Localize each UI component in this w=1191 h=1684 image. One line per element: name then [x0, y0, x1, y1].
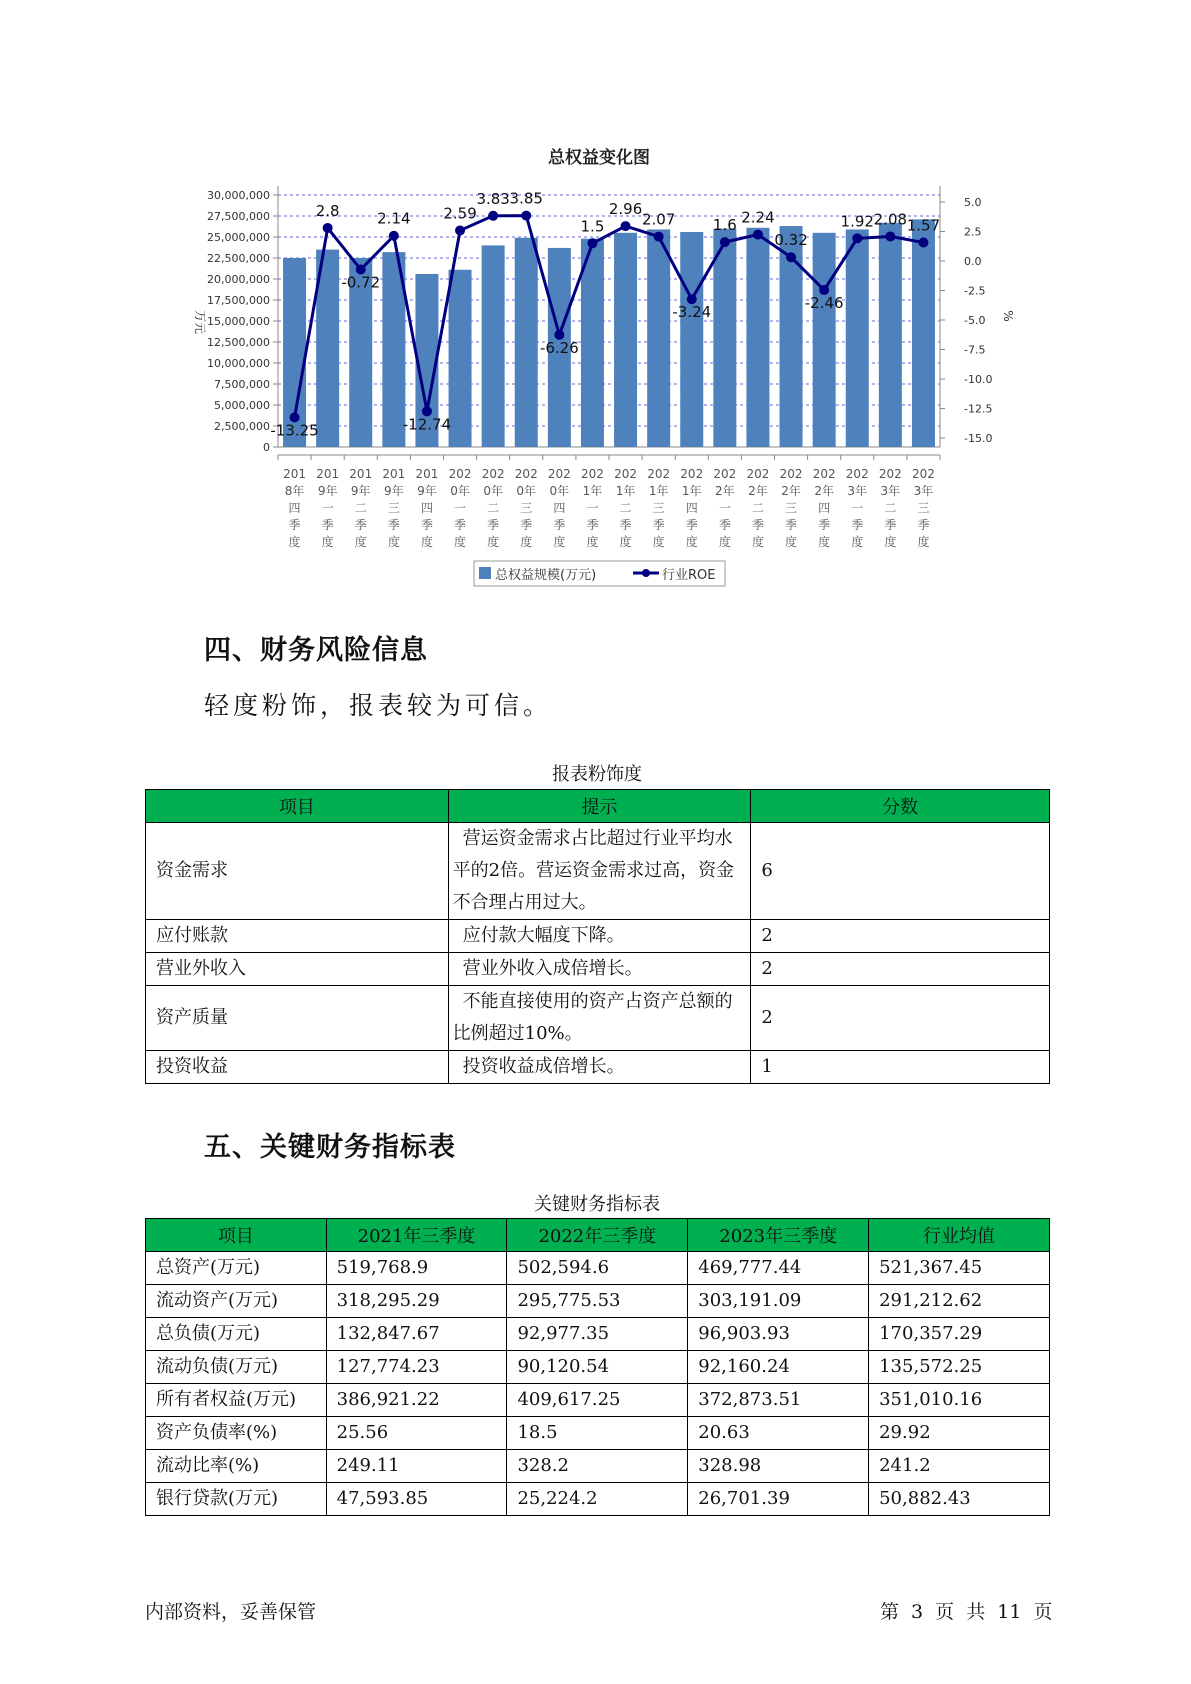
x-tick-label-line: 度 [354, 535, 367, 549]
x-tick-label [382, 467, 405, 549]
x-tick-label-line: 2年 [781, 484, 801, 498]
legend-line-marker [642, 569, 650, 577]
section4-heading: 四、财务风险信息 [204, 635, 428, 666]
x-tick-label-line: 1年 [582, 484, 603, 498]
x-tick-label-line: 四 [685, 501, 698, 515]
roe-point [621, 221, 631, 231]
right-tick-label: -7.5 [964, 343, 986, 357]
x-tick-label-line: 度 [420, 535, 433, 549]
equity-bar [449, 270, 472, 447]
left-tick-label: 12,500,000 [207, 336, 270, 349]
x-tick-label-line: 季 [420, 518, 433, 532]
equity-bar [879, 223, 902, 447]
table-cell: 25,224.2 [507, 1483, 688, 1516]
x-tick-label [482, 467, 505, 549]
roe-point [852, 233, 862, 243]
roe-data-label: 2.8 [315, 201, 340, 220]
x-tick-label-line: 201 [349, 467, 373, 481]
roe-data-label: 1.6 [712, 216, 737, 235]
equity-bar [813, 233, 836, 447]
table-row [146, 1351, 1050, 1384]
x-tick-label-line: 201 [415, 467, 439, 481]
x-tick-label-line: 季 [851, 518, 864, 532]
hint-cell: 应付款大幅度下降。 [448, 920, 751, 953]
x-tick-label-line: 度 [553, 535, 566, 549]
x-tick-label-line: 季 [454, 518, 467, 532]
right-tick-label: 5.0 [964, 196, 982, 209]
x-tick-label-line: 季 [917, 518, 930, 532]
x-tick-label-line: 季 [354, 518, 367, 532]
roe-data-label: 3.85 [509, 189, 543, 208]
x-tick-label-line: 202 [713, 467, 737, 481]
table-cell: 502,594.6 [507, 1252, 688, 1285]
x-tick-label-line: 季 [487, 518, 500, 532]
table-cell: 银行贷款(万元) [146, 1483, 327, 1516]
x-tick-label [283, 467, 306, 549]
roe-data-label: 1.5 [580, 217, 605, 236]
x-tick-label-line: 1年 [648, 484, 669, 498]
left-tick-label: 0 [263, 441, 270, 454]
x-tick-label-line: 0年 [450, 484, 470, 498]
hint-cell: 营业外收入成倍增长。 [448, 953, 751, 986]
x-tick-label-line: 9年 [317, 484, 338, 498]
table-cell: 303,191.09 [688, 1285, 869, 1318]
roe-point [720, 237, 730, 247]
x-tick-label-line: 度 [652, 535, 665, 549]
x-tick-label-line: 度 [321, 535, 334, 549]
left-tick-label: 17,500,000 [207, 294, 270, 307]
table-cell: 18.5 [507, 1417, 688, 1450]
x-tick-label-line: 201 [283, 467, 307, 481]
equity-bar [647, 229, 670, 447]
table-row [146, 920, 1050, 953]
roe-point [753, 230, 763, 240]
table-cell: 92,160.24 [688, 1351, 869, 1384]
x-tick-label [548, 467, 571, 549]
roe-point [885, 231, 895, 241]
x-tick-label-line: 三 [652, 501, 665, 515]
roe-point [389, 231, 399, 241]
table-cell: 351,010.16 [869, 1384, 1050, 1417]
roe-data-label: 2.08 [873, 210, 908, 229]
x-tick-label-line: 202 [812, 467, 836, 481]
table-cell: 29.92 [869, 1417, 1050, 1450]
x-tick-label-line: 度 [619, 535, 632, 549]
x-tick-label-line: 202 [580, 467, 604, 481]
x-tick-label-line: 四 [818, 501, 831, 515]
table-cell: 521,367.45 [869, 1252, 1050, 1285]
x-tick-label-line: 度 [454, 535, 467, 549]
table-cell: 241.2 [869, 1450, 1050, 1483]
x-tick-label [713, 467, 736, 549]
x-tick-label-line: 季 [751, 518, 764, 532]
left-tick-label: 2,500,000 [214, 420, 270, 433]
section5-heading: 五、关键财务指标表 [204, 1132, 456, 1163]
risk-summary: 轻度粉饰，报表较为可信。 [204, 691, 553, 720]
equity-bar [614, 233, 637, 447]
x-axis-labels [283, 467, 935, 549]
column-header: 2022年三季度 [507, 1219, 688, 1252]
x-tick-label-line: 季 [619, 518, 632, 532]
table-cell: 170,357.29 [869, 1318, 1050, 1351]
roe-data-label: 2.14 [377, 209, 411, 228]
right-tick-label: -2.5 [964, 284, 986, 298]
table-row [146, 1483, 1050, 1516]
table-cell: 流动资产(万元) [146, 1285, 327, 1318]
roe-data-label: -12.74 [402, 415, 452, 434]
right-tick-label: -5.0 [964, 314, 986, 327]
roe-point [654, 232, 664, 242]
x-tick-label-line: 度 [917, 535, 930, 549]
x-tick-label-line: 季 [520, 518, 533, 532]
table-cell: 135,572.25 [869, 1351, 1050, 1384]
item-cell: 资产质量 [146, 986, 449, 1051]
x-tick-label-line: 9年 [350, 484, 371, 498]
x-tick-label-line: 202 [614, 467, 638, 481]
table-row [146, 986, 1050, 1051]
table-row [146, 953, 1050, 986]
left-tick-label: 27,500,000 [207, 210, 270, 223]
legend-bar-swatch [479, 567, 491, 579]
x-tick-label-line: 季 [785, 518, 798, 532]
right-tick-label: -12.5 [964, 402, 993, 416]
x-tick-label-line: 度 [785, 535, 798, 549]
x-tick-label [780, 467, 803, 549]
x-tick-label-line: 202 [448, 467, 472, 481]
column-header: 项目 [146, 790, 449, 823]
x-tick-label [581, 467, 604, 549]
table-row [146, 1384, 1050, 1417]
x-tick-label-line: 9年 [417, 484, 437, 498]
x-tick-label-line: 1年 [615, 484, 636, 498]
item-cell: 营业外收入 [146, 953, 449, 986]
equity-bar [713, 229, 736, 447]
x-tick-label-line: 2年 [814, 484, 834, 498]
x-tick-label-line: 202 [647, 467, 671, 481]
x-tick-label-line: 季 [652, 518, 665, 532]
x-tick-label [680, 467, 703, 549]
x-tick-label-line: 202 [779, 467, 803, 481]
left-tick-label: 10,000,000 [207, 357, 270, 370]
x-tick-label-line: 202 [481, 467, 505, 481]
x-tick-label-line: 202 [746, 467, 770, 481]
x-tick-label-line: 3年 [913, 484, 934, 498]
item-cell: 资金需求 [146, 823, 449, 920]
x-tick-label-line: 度 [884, 535, 897, 549]
roe-data-label: -13.25 [270, 421, 319, 440]
roe-data-label: 0.32 [774, 231, 808, 250]
table-cell: 132,847.67 [326, 1318, 507, 1351]
left-tick-label: 5,000,000 [214, 399, 270, 412]
x-tick-label-line: 二 [354, 501, 367, 515]
x-tick-label-line: 三 [917, 501, 930, 515]
x-tick-label-line: 一 [321, 501, 334, 515]
table-cell: 流动负债(万元) [146, 1351, 327, 1384]
table-cell: 96,903.93 [688, 1318, 869, 1351]
column-header: 2021年三季度 [326, 1219, 507, 1252]
x-tick-label-line: 度 [718, 535, 731, 549]
hint-cell: 营运资金需求占比超过行业平均水平的2倍。营运资金需求过高，资金不合理占用过大。 [448, 823, 751, 920]
legend-line-label: 行业ROE [662, 568, 716, 583]
footer-confidential-note: 内部资料，妥善保管 [145, 1601, 317, 1623]
x-tick-label-line: 三 [785, 501, 798, 515]
x-tick-label-line: 202 [547, 467, 571, 481]
table-cell: 资产负债率(%) [146, 1417, 327, 1450]
x-tick-label-line: 季 [685, 518, 698, 532]
x-tick-label [813, 467, 836, 549]
x-tick-label-line: 季 [718, 518, 731, 532]
x-tick-label-line: 一 [454, 501, 467, 515]
roe-data-label: -3.24 [672, 303, 712, 322]
x-tick-label-line: 9年 [384, 484, 404, 498]
x-tick-label-line: 度 [487, 535, 500, 549]
roe-point [488, 211, 498, 221]
left-axis-title: 万元 [193, 309, 207, 335]
roe-point [323, 223, 333, 233]
x-tick-label-line: 0年 [516, 484, 537, 498]
table-row [146, 1252, 1050, 1285]
x-tick-label-line: 一 [851, 501, 864, 515]
right-axis-title: % [1001, 310, 1015, 322]
right-tick-label: -15.0 [964, 432, 993, 445]
roe-point [455, 225, 465, 235]
roe-point [786, 252, 796, 262]
table-row [146, 1450, 1050, 1483]
x-tick-label-line: 202 [845, 467, 869, 481]
score-cell: 6 [751, 823, 1050, 920]
x-tick-label-line: 度 [685, 535, 698, 549]
x-tick-label-line: 二 [751, 501, 764, 515]
table-row [146, 1417, 1050, 1450]
legend-bar-label: 总权益规模(万元) [495, 568, 597, 583]
left-tick-label: 25,000,000 [207, 231, 270, 244]
table-cell: 328.2 [507, 1450, 688, 1483]
x-tick-label [912, 467, 935, 549]
table-cell: 20.63 [688, 1417, 869, 1450]
table-cell: 90,120.54 [507, 1351, 688, 1384]
table-cell: 519,768.9 [326, 1252, 507, 1285]
table-row [146, 1051, 1050, 1084]
table-row [146, 1318, 1050, 1351]
x-tick-label-line: 季 [288, 518, 301, 532]
x-tick-label [415, 467, 438, 549]
left-tick-label: 30,000,000 [207, 189, 270, 202]
left-tick-label: 22,500,000 [207, 252, 270, 265]
x-tick-label-line: 季 [818, 518, 831, 532]
x-tick-label-line: 度 [387, 535, 400, 549]
total-equity-chart [0, 0, 1191, 600]
x-tick-label-line: 季 [387, 518, 400, 532]
x-tick-label [515, 467, 538, 549]
table-cell: 所有者权益(万元) [146, 1384, 327, 1417]
table-cell: 总资产(万元) [146, 1252, 327, 1285]
x-tick-label-line: 8年 [284, 484, 305, 498]
table-cell: 127,774.23 [326, 1351, 507, 1384]
x-tick-label-line: 0年 [483, 484, 503, 498]
table-cell: 流动比率(%) [146, 1450, 327, 1483]
roe-data-label: 2.07 [641, 210, 676, 229]
left-tick-label: 7,500,000 [214, 378, 270, 391]
table-cell: 386,921.22 [326, 1384, 507, 1417]
chart-legend [474, 561, 725, 586]
score-cell: 1 [751, 1051, 1050, 1084]
table-cell: 409,617.25 [507, 1384, 688, 1417]
table-cell: 25.56 [326, 1417, 507, 1450]
x-tick-label-line: 202 [680, 467, 704, 481]
x-tick-label-line: 季 [321, 518, 334, 532]
table-header-row [146, 1219, 1050, 1252]
roe-data-label: 2.96 [608, 200, 643, 219]
footer-page-number: 第 3 页 共 11 页 [880, 1601, 1053, 1623]
roe-data-label: 2.59 [443, 204, 477, 223]
x-tick-label-line: 度 [751, 535, 764, 549]
x-tick-label-line: 四 [553, 501, 566, 515]
x-tick-label-line: 度 [818, 535, 831, 549]
chart-title: 总权益变化图 [548, 148, 650, 168]
equity-bar [746, 228, 769, 447]
x-tick-label [647, 467, 670, 549]
score-cell: 2 [751, 920, 1050, 953]
x-tick-label [349, 467, 372, 549]
table-cell: 291,212.62 [869, 1285, 1050, 1318]
x-tick-label-line: 季 [884, 518, 897, 532]
left-tick-label: 15,000,000 [207, 315, 270, 328]
score-cell: 2 [751, 986, 1050, 1051]
x-tick-label-line: 201 [382, 467, 406, 481]
table-cell: 总负债(万元) [146, 1318, 327, 1351]
roe-data-label: 3.83 [476, 189, 510, 208]
x-tick-label-line: 二 [884, 501, 897, 515]
roe-data-label: -2.46 [804, 294, 844, 313]
table-cell: 26,701.39 [688, 1483, 869, 1516]
x-tick-label-line: 度 [288, 535, 301, 549]
right-tick-label: 0.0 [964, 255, 982, 268]
x-tick-label-line: 202 [878, 467, 902, 481]
table-header-row [146, 790, 1050, 823]
roe-data-label: -6.26 [539, 338, 579, 357]
x-tick-label-line: 度 [586, 535, 599, 549]
column-header: 2023年三季度 [688, 1219, 869, 1252]
equity-bar [680, 232, 703, 447]
table-cell: 469,777.44 [688, 1252, 869, 1285]
table-row [146, 823, 1050, 920]
score-cell: 2 [751, 953, 1050, 986]
x-tick-label-line: 度 [520, 535, 533, 549]
x-tick-label-line: 一 [718, 501, 731, 515]
x-tick-label-line: 201 [316, 467, 340, 481]
right-tick-label: 2.5 [964, 225, 982, 239]
right-tick-label: -10.0 [964, 373, 993, 386]
hint-cell: 不能直接使用的资产占资产总额的比例超过10%。 [448, 986, 751, 1051]
item-cell: 投资收益 [146, 1051, 449, 1084]
x-tick-label-line: 三 [520, 501, 533, 515]
x-tick-label-line: 度 [851, 535, 864, 549]
equity-bar [482, 245, 505, 447]
equity-bar [912, 219, 935, 447]
x-tick-label-line: 季 [553, 518, 566, 532]
x-tick-label-line: 三 [387, 501, 400, 515]
indicators-table [145, 1218, 1050, 1516]
table-cell: 328.98 [688, 1450, 869, 1483]
left-tick-label: 20,000,000 [207, 273, 270, 286]
x-tick-label-line: 1年 [681, 484, 702, 498]
whitewash-table-caption: 报表粉饰度 [552, 764, 642, 785]
table-cell: 50,882.43 [869, 1483, 1050, 1516]
roe-point [587, 238, 597, 248]
whitewash-table [145, 789, 1050, 1084]
x-tick-label-line: 四 [420, 501, 433, 515]
column-header: 项目 [146, 1219, 327, 1252]
x-tick-label-line: 3年 [880, 484, 901, 498]
table-cell: 372,873.51 [688, 1384, 869, 1417]
table-cell: 318,295.29 [326, 1285, 507, 1318]
x-tick-label-line: 3年 [847, 484, 868, 498]
table-cell: 249.11 [326, 1450, 507, 1483]
x-tick-label-line: 2年 [715, 484, 735, 498]
hint-cell: 投资收益成倍增长。 [448, 1051, 751, 1084]
x-tick-label-line: 一 [586, 501, 599, 515]
x-tick-label [614, 467, 637, 549]
roe-point [521, 211, 531, 221]
column-header: 提示 [448, 790, 751, 823]
equity-bar [846, 229, 869, 447]
x-tick-label-line: 202 [514, 467, 538, 481]
table-cell: 295,775.53 [507, 1285, 688, 1318]
column-header: 行业均值 [869, 1219, 1050, 1252]
x-tick-label-line: 季 [586, 518, 599, 532]
equity-bar [515, 238, 538, 447]
roe-data-label: 1.57 [906, 216, 941, 235]
roe-data-label: 1.92 [840, 212, 874, 231]
x-tick-label-line: 202 [911, 467, 935, 481]
x-tick-label [316, 467, 339, 549]
x-tick-label-line: 二 [619, 501, 632, 515]
table-cell: 47,593.85 [326, 1483, 507, 1516]
x-tick-label [846, 467, 869, 549]
x-tick-label [449, 467, 472, 549]
equity-bars [283, 219, 935, 447]
item-cell: 应付账款 [146, 920, 449, 953]
table-row [146, 1285, 1050, 1318]
x-tick-label-line: 二 [487, 501, 500, 515]
roe-data-label: -0.72 [341, 273, 381, 292]
x-tick-label-line: 四 [288, 501, 301, 515]
x-tick-label-line: 2年 [748, 484, 768, 498]
column-header: 分数 [751, 790, 1050, 823]
roe-point [918, 237, 928, 247]
x-tick-label [879, 467, 902, 549]
x-tick-label [746, 467, 769, 549]
table-cell: 92,977.35 [507, 1318, 688, 1351]
indicators-table-caption: 关键财务指标表 [534, 1194, 660, 1215]
roe-data-label: 2.24 [741, 208, 775, 227]
x-tick-label-line: 0年 [549, 484, 570, 498]
